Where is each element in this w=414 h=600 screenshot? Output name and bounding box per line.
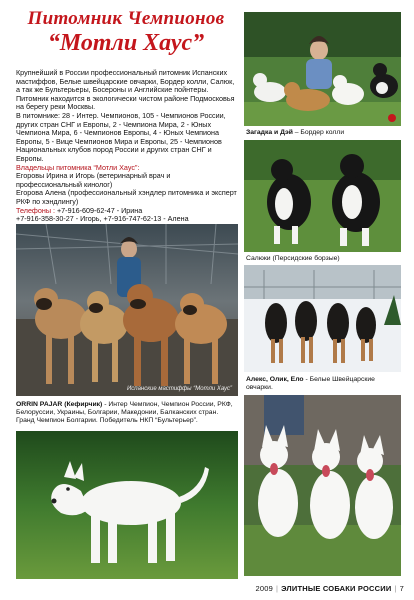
- border-collie-breed: – Бордер колли: [292, 129, 345, 136]
- footer-year: 2009: [255, 584, 273, 593]
- footer-page-number: 7: [399, 584, 404, 593]
- border-collie-group-photo: [244, 12, 401, 126]
- bullterrier-photo-image: [16, 431, 238, 579]
- bullterrier-photo: [16, 431, 238, 579]
- footer-magazine: ЭЛИТНЫЕ СОБАКИ РОССИИ: [281, 584, 392, 593]
- owners-line-2: Егорова Алена (профессиональный хэндлер питомника и эксперт РКФ по хэндлингу): [16, 188, 237, 206]
- phone-2: +7-916-358-30-27 - Игорь, +7-916-747-62-13 - Алена: [16, 214, 189, 224]
- phones-label: Телефоны :: [16, 205, 55, 215]
- intro-text: [16, 69, 238, 232]
- border-collie-caption: [246, 129, 403, 137]
- phone-1: +7-916-609-62-47 - Ирина: [56, 205, 143, 215]
- intro-paragraph-1: Крупнейший в России профессиональный питомник Испанских мастиффов, Белые швейцарские овчарки, Бордер колли, Салюк, а так же Бультерьеры, Босероны и Английские пойнтеры.: [16, 68, 235, 95]
- saluki-photo: [244, 265, 401, 372]
- bullterrier-titles: - Интер Чемпион, Чемпион России, РКФ, Белоруссии, Украины, Болгарии, Македонии, Балканских стран. Гранд Чемпион Болгарии. Победитель НКП “Бультерьер”.: [16, 401, 233, 425]
- mastiff-watermark: Испанские мастиффы “Мотли Хаус”: [126, 386, 232, 392]
- page-footer: 2009 | ЭЛИТНЫЕ СОБАКИ РОССИИ | 7: [255, 584, 404, 593]
- border-collie-group-image: [244, 12, 401, 126]
- white-shepherd-names: Алекс, Олик, Ело: [246, 376, 304, 383]
- white-shepherd-photo: [244, 395, 401, 576]
- saluki-image: [244, 265, 401, 372]
- white-shepherd-caption: [246, 376, 403, 392]
- owners-heading: Владельцы питомника “Мотли Хаус”:: [16, 162, 140, 172]
- page-title-line-1: Питомник Чемпионов: [27, 8, 225, 29]
- intro-paragraph-3: В питомнике: 28 - Интер. Чемпионов, 105 - Чемпионов России, других стран СНГ и Европы, 2 - Чемпиона Мира, 2 - Юных Чемпиона Мира, 6 - Чемпионов Европы, 4 - Юных Чемпиона Европы, 5 - Вице Чемпионов Мира и Европы, 25 - Чемпионов Национальных клубов пород России и других стран СНГ и Европы.: [16, 110, 226, 163]
- bullterrier-name: ORRIN PAJAR (Кефирчик): [16, 401, 103, 408]
- border-collie-pair-photo: [244, 140, 401, 252]
- page-title-line-2: “Мотли Хаус”: [47, 30, 205, 56]
- saluki-caption: Салюки (Персидские борзые): [246, 255, 340, 262]
- bullterrier-caption: [16, 401, 238, 426]
- white-shepherd-image: [244, 395, 401, 576]
- border-collie-pair-image: [244, 140, 401, 252]
- mastiff-photo: [16, 224, 238, 396]
- mastiff-photo-image: [16, 224, 238, 396]
- white-shepherd-breed: - Белые Швейцарские овчарки.: [246, 376, 375, 392]
- intro-paragraph-2: Питомник находится в экологически чистом районе Подмосковья на берегу реки Москвы.: [16, 93, 235, 112]
- border-collie-names: Загадка и Дэй: [246, 129, 293, 136]
- owners-line-1: Егоровы Ирина и Игорь (ветеринарный врач и профессиональный кинолог): [16, 171, 171, 189]
